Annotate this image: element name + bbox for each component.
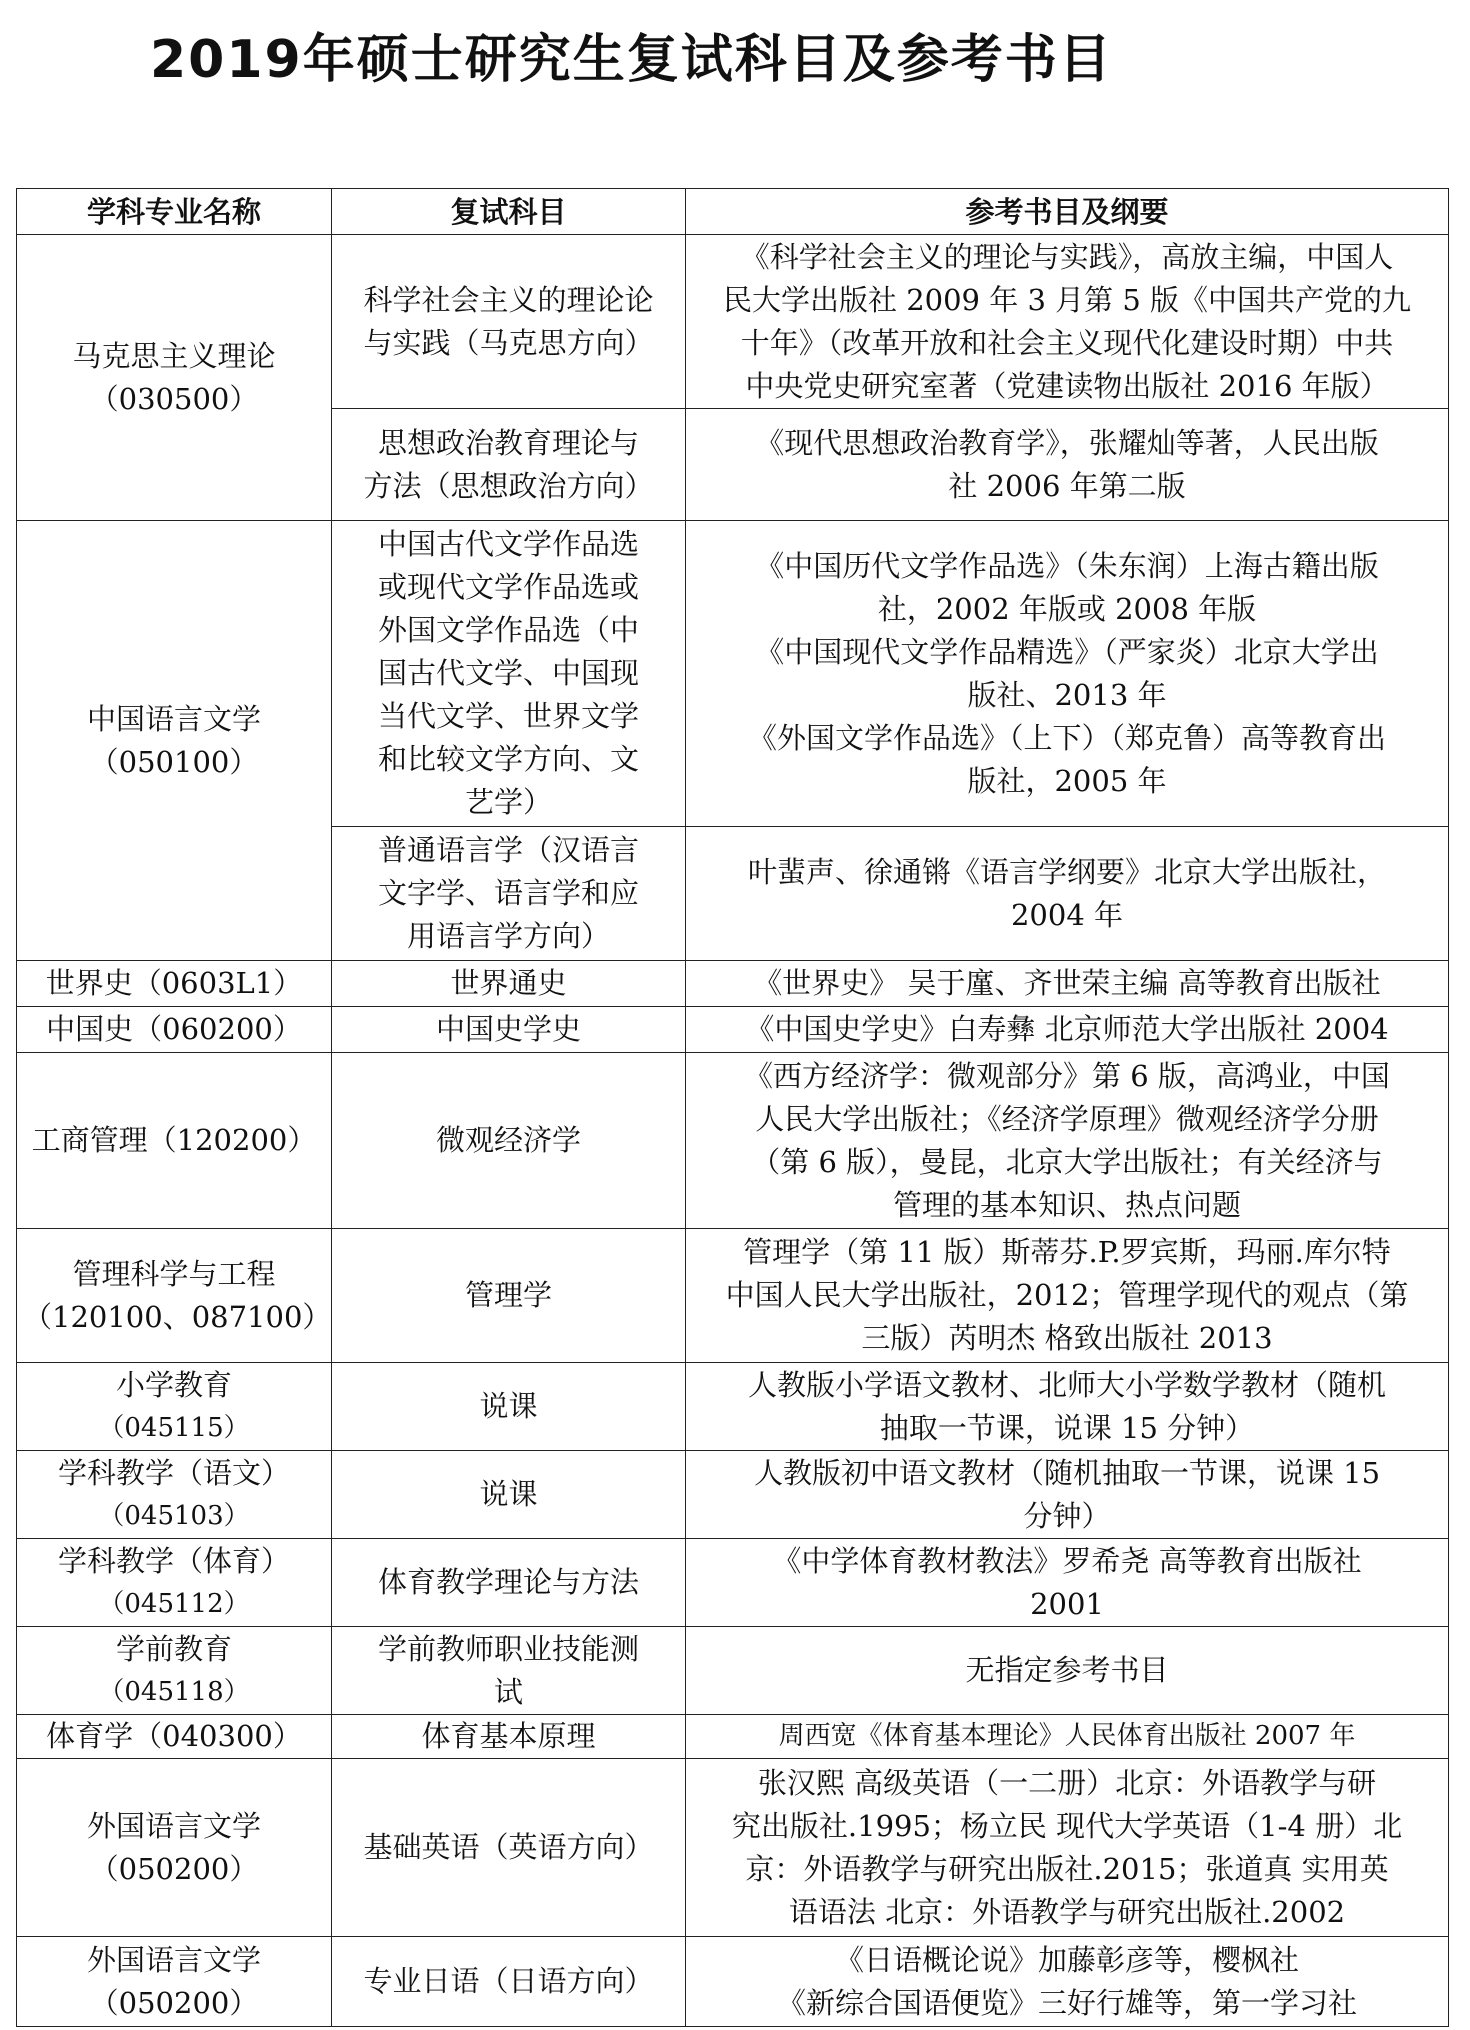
table-row: [17, 1715, 1449, 1759]
subject-cell: [332, 1229, 686, 1363]
major-name: 外国语言文学: [86, 1942, 261, 1977]
books-cell: [686, 235, 1449, 409]
books-line: 十年》（改革开放和社会主义现代化建设时期）中共: [740, 325, 1394, 360]
major-code: （045103）: [98, 1500, 250, 1531]
books-cell: [686, 827, 1449, 961]
major-code: （050200）: [89, 1851, 259, 1886]
books-line: 三版）芮明杰 格致出版社 2013: [861, 1321, 1273, 1355]
subject-cell: [332, 1759, 686, 1937]
table-row: [17, 1007, 1449, 1053]
books-cell: [686, 1759, 1449, 1937]
books-line: 《科学社会主义的理论与实践》，高放主编，中国人: [740, 239, 1394, 274]
major-cell: [17, 521, 332, 961]
major-code: （045115）: [98, 1412, 250, 1443]
table-row: [17, 1759, 1449, 1937]
books-line: 无指定参考书目: [965, 1653, 1169, 1687]
subject-line: 艺学）: [464, 785, 552, 819]
books-line: 京：外语教学与研究出版社.2015；张道真 实用英: [745, 1851, 1389, 1886]
books-cell: [686, 1627, 1449, 1715]
books-line: 《外国文学作品选》（上下）（郑克鲁）高等教育出: [747, 720, 1386, 755]
books-line: 《中国史学史》白寿彝 北京师范大学出版社 2004: [745, 1012, 1389, 1046]
books-line: 《中国历代文学作品选》（朱东润）上海古籍出版: [755, 548, 1379, 583]
major-name: 小学教育: [115, 1367, 232, 1402]
header-major: 学科专业名称: [17, 189, 332, 235]
books-cell: [686, 1715, 1449, 1759]
subject-line: 体育教学理论与方法: [377, 1565, 639, 1599]
major-name: 学前教育: [115, 1631, 232, 1666]
major-cell: [17, 1363, 332, 1451]
subject-cell: [332, 521, 686, 827]
table-row: [17, 1363, 1449, 1451]
subject-line: 与实践（马克思方向）: [363, 325, 654, 360]
subject-line: 基础英语（英语方向）: [363, 1830, 654, 1864]
major-name: 世界史（0603L1）: [45, 966, 303, 1000]
books-cell: [686, 1451, 1449, 1539]
books-line: 2001: [1030, 1586, 1104, 1621]
subject-line: 科学社会主义的理论论: [363, 282, 654, 317]
subject-cell: [332, 409, 686, 521]
table-header-row: [17, 189, 1449, 235]
table-row: [17, 1451, 1449, 1539]
subject-line: 外国文学作品选（中: [377, 613, 639, 647]
exam-table: [16, 188, 1449, 2027]
subject-cell: [332, 1715, 686, 1759]
subject-line: 中国史学史: [435, 1012, 581, 1046]
books-line: 社，2002 年版或 2008 年版: [877, 591, 1257, 626]
major-cell: [17, 961, 332, 1007]
major-cell: [17, 235, 332, 521]
books-line: 社 2006 年第二版: [948, 468, 1186, 503]
subject-line: 当代文学、世界文学: [377, 699, 639, 733]
books-cell: [686, 1539, 1449, 1627]
books-cell: [686, 1937, 1449, 2027]
books-cell: [686, 1363, 1449, 1451]
subject-line: 说课: [479, 1389, 538, 1423]
subject-cell: [332, 1539, 686, 1627]
major-name: 学科教学（体育）: [57, 1543, 290, 1578]
subject-line: 微观经济学: [435, 1123, 581, 1157]
subject-cell: [332, 235, 686, 409]
major-cell: [17, 1007, 332, 1053]
books-cell: [686, 521, 1449, 827]
subject-cell: [332, 1937, 686, 2027]
books-line: 语语法 北京：外语教学与研究出版社.2002: [788, 1894, 1346, 1929]
major-code: （045118）: [98, 1676, 250, 1707]
major-code: （030500）: [89, 381, 259, 416]
books-line: 人教版小学语文教材、北师大小学数学教材（随机: [747, 1367, 1386, 1402]
subject-line: 说课: [479, 1477, 538, 1511]
page-title: 2019年硕士研究生复试科目及参考书目: [150, 30, 1113, 90]
major-code: （120100、087100）: [23, 1299, 332, 1334]
books-line: 管理学（第 11 版）斯蒂芬.P.罗宾斯，玛丽.库尔特: [743, 1235, 1391, 1269]
major-name: 工商管理（120200）: [31, 1123, 317, 1157]
subject-cell: [332, 1363, 686, 1451]
books-cell: [686, 409, 1449, 521]
major-name: 中国史（060200）: [46, 1012, 302, 1046]
books-line: 管理的基本知识、热点问题: [892, 1187, 1241, 1222]
books-line: 民大学出版社 2009 年 3 月第 5 版《中国共产党的九: [722, 282, 1411, 317]
subject-line: 世界通史: [450, 966, 567, 1000]
books-line: 中央党史研究室著（党建读物出版社 2016 年版）: [745, 368, 1389, 403]
books-line: 《西方经济学：微观部分》第 6 版，高鸿业，中国: [744, 1058, 1390, 1093]
subject-cell: [332, 1627, 686, 1715]
books-line: 版社、2013 年: [967, 677, 1167, 712]
books-line: （第 6 版），曼昆，北京大学出版社；有关经济与: [751, 1144, 1383, 1179]
major-name: 管理科学与工程: [72, 1256, 276, 1291]
table-row: [17, 1053, 1449, 1229]
books-line: 《中学体育教材教法》罗希尧 高等教育出版社: [772, 1543, 1362, 1578]
major-code: （045112）: [98, 1588, 250, 1619]
subject-line: 方法（思想政治方向）: [363, 468, 654, 503]
header-books: 参考书目及纲要: [686, 189, 1449, 235]
subject-line: 用语言学方向）: [406, 919, 610, 953]
table-row: [17, 1937, 1449, 2027]
subject-line: 国古代文学、中国现: [377, 656, 639, 690]
table-row: [17, 1539, 1449, 1627]
major-cell: [17, 1229, 332, 1363]
books-line: 人教版初中语文教材（随机抽取一节课，说课 15: [753, 1455, 1381, 1490]
table-row: [17, 521, 1449, 827]
books-line: 版社，2005 年: [967, 763, 1167, 798]
major-name: 外国语言文学: [86, 1808, 261, 1843]
major-cell: [17, 1053, 332, 1229]
major-cell: [17, 1715, 332, 1759]
books-cell: [686, 1053, 1449, 1229]
subject-line: 体育基本原理: [421, 1719, 596, 1753]
major-name: 马克思主义理论: [72, 338, 276, 373]
books-line: 叶蜚声、徐通锵《语言学纲要》北京大学出版社，: [747, 854, 1386, 889]
books-line: 2004 年: [1010, 897, 1124, 932]
major-cell: [17, 1937, 332, 2027]
books-line: 周西宽《体育基本理论》人民体育出版社 2007 年: [778, 1721, 1356, 1751]
books-line: 人民大学出版社；《经济学原理》微观经济学分册: [755, 1101, 1379, 1136]
subject-line: 或现代文学作品选或: [377, 570, 639, 604]
subject-line: 文字学、语言学和应: [377, 876, 639, 910]
table-row: [17, 1627, 1449, 1715]
subject-line: 中国古代文学作品选: [377, 527, 639, 561]
major-cell: [17, 1539, 332, 1627]
subject-cell: [332, 1007, 686, 1053]
major-name: 学科教学（语文）: [57, 1455, 290, 1490]
subject-line: 试: [493, 1674, 523, 1709]
books-cell: [686, 1007, 1449, 1053]
books-line: 抽取一节课，说课 15 分钟）: [879, 1410, 1255, 1445]
books-line: 《日语概论说》加藤彰彦等，樱枫社: [834, 1942, 1299, 1977]
subject-line: 普通语言学（汉语言: [377, 833, 639, 867]
major-code: （050100）: [89, 744, 259, 779]
header-subject: 复试科目: [332, 189, 686, 235]
major-cell: [17, 1627, 332, 1715]
books-cell: [686, 961, 1449, 1007]
subject-line: 思想政治教育理论与: [377, 425, 639, 460]
books-line: 分钟）: [1023, 1498, 1111, 1533]
subject-cell: [332, 1053, 686, 1229]
table-row: [17, 1229, 1449, 1363]
major-code: （050200）: [89, 1985, 259, 2020]
major-name: 体育学（040300）: [46, 1719, 302, 1753]
subject-line: 管理学: [464, 1278, 552, 1312]
subject-cell: [332, 827, 686, 961]
books-cell: [686, 1229, 1449, 1363]
books-line: 《现代思想政治教育学》，张耀灿等著，人民出版: [755, 425, 1379, 460]
major-name: 中国语言文学: [86, 701, 261, 736]
books-line: 《世界史》 吴于廑、齐世荣主编 高等教育出版社: [753, 966, 1381, 1000]
books-line: 张汉熙 高级英语（一二册）北京：外语教学与研: [757, 1765, 1377, 1800]
subject-cell: [332, 1451, 686, 1539]
subject-line: 专业日语（日语方向）: [363, 1964, 654, 1998]
major-cell: [17, 1451, 332, 1539]
major-cell: [17, 1759, 332, 1937]
subject-line: 学前教师职业技能测: [377, 1631, 639, 1666]
books-line: 《新综合国语便览》三好行雄等，第一学习社: [776, 1985, 1357, 2020]
subject-line: 和比较文学方向、文: [377, 742, 639, 776]
books-line: 中国人民大学出版社，2012；管理学现代的观点（第: [725, 1278, 1409, 1312]
table-row: [17, 961, 1449, 1007]
books-line: 究出版社.1995；杨立民 现代大学英语（1-4 册）北: [731, 1808, 1403, 1843]
table-row: [17, 235, 1449, 409]
books-line: 《中国现代文学作品精选》（严家炎）北京大学出: [755, 634, 1379, 669]
subject-cell: [332, 961, 686, 1007]
